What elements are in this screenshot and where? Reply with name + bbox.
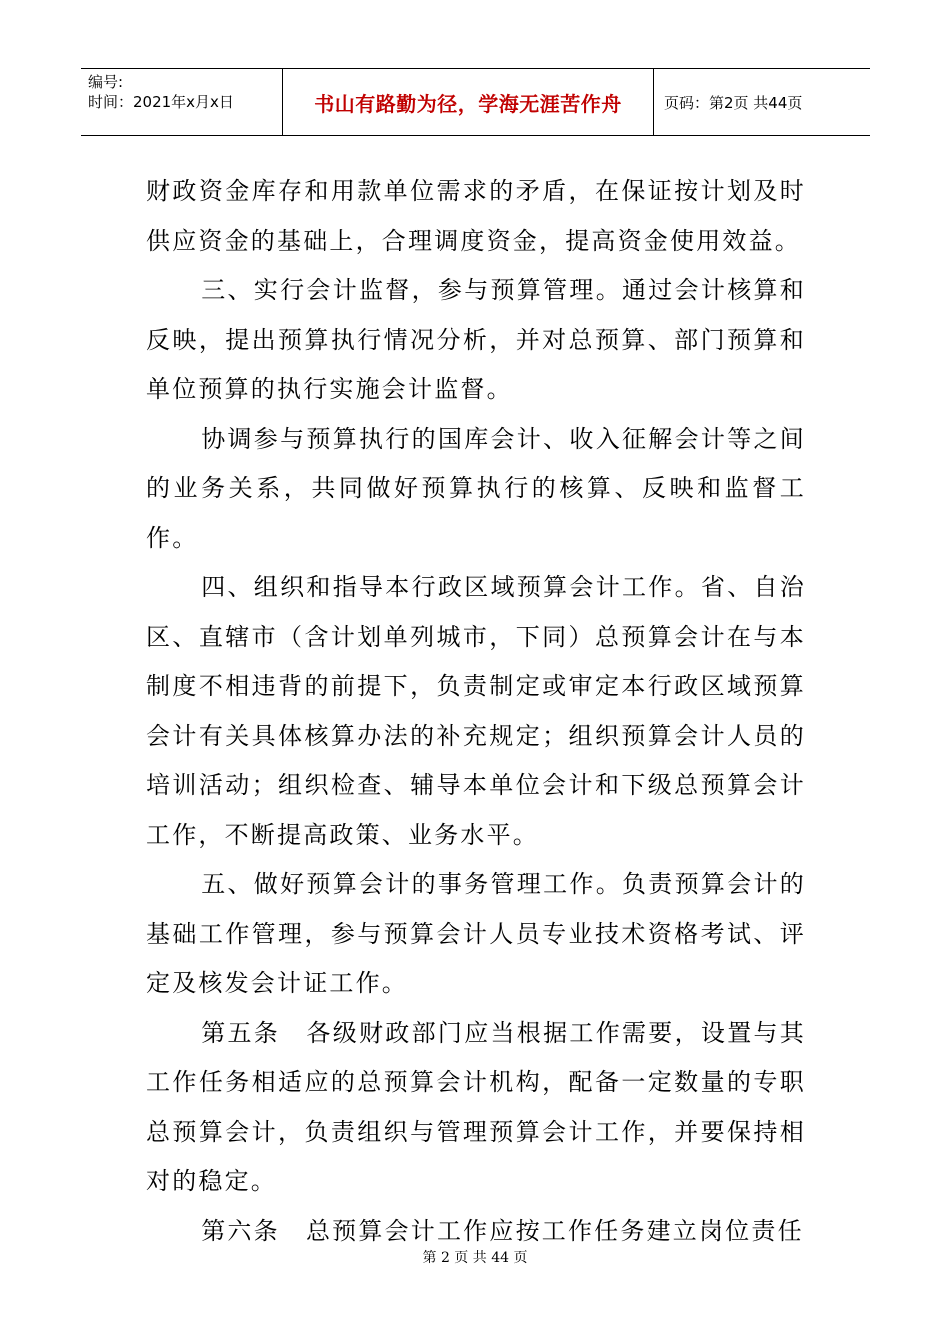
paragraph: 财政资金库存和用款单位需求的矛盾，在保证按计划及时供应资金的基础上，合理调度资金，提高资金使用效益。 xyxy=(146,177,806,255)
header-motto: 书山有路勤为径，学海无涯苦作舟 xyxy=(283,69,654,135)
page-footer: 第 2 页 共 44 页 xyxy=(422,1250,528,1266)
header-page-info: 页码：第2页 共44页 xyxy=(664,93,803,112)
page-header xyxy=(81,68,870,136)
paragraph: 五、做好预算会计的事务管理工作。负责预算会计的基础工作管理，参与预算会计人员专业技术资格考试、评定及核发会计证工作。 xyxy=(146,870,806,997)
paragraph: 第六条 总预算会计工作应按工作任务建立岗位责任 xyxy=(201,1216,804,1245)
paragraph: 第五条 各级财政部门应当根据工作需要，设置与其工作任务相适应的总预算会计机构，配备一定数量的专职总预算会计，负责组织与管理预算会计工作，并要保持相对的稳定。 xyxy=(146,1018,806,1195)
document-time-label: 时间：2021年x月x日 xyxy=(88,93,234,111)
paragraph: 四、组织和指导本行政区域预算会计工作。省、自治区、直辖市（含计划单列城市，下同）总预算会计在与本制度不相违背的前提下，负责制定或审定本行政区域预算会计有关具体核算办法的补充规定；组织预算会计人员的培训活动；组织检查、辅导本单位会计和下级总预算会计工作，不断提高政策、业务水平。 xyxy=(146,573,806,849)
document-number-label: 编号: xyxy=(88,73,124,91)
paragraph: 协调参与预算执行的国库会计、收入征解会计等之间的业务关系，共同做好预算执行的核算、反映和监督工作。 xyxy=(146,424,806,552)
header-meta xyxy=(81,69,283,135)
document-body xyxy=(146,167,806,1256)
paragraph: 三、实行会计监督，参与预算管理。通过会计核算和反映，提出预算执行情况分析，并对总预算、部门预算和单位预算的执行实施会计监督。 xyxy=(146,276,806,403)
